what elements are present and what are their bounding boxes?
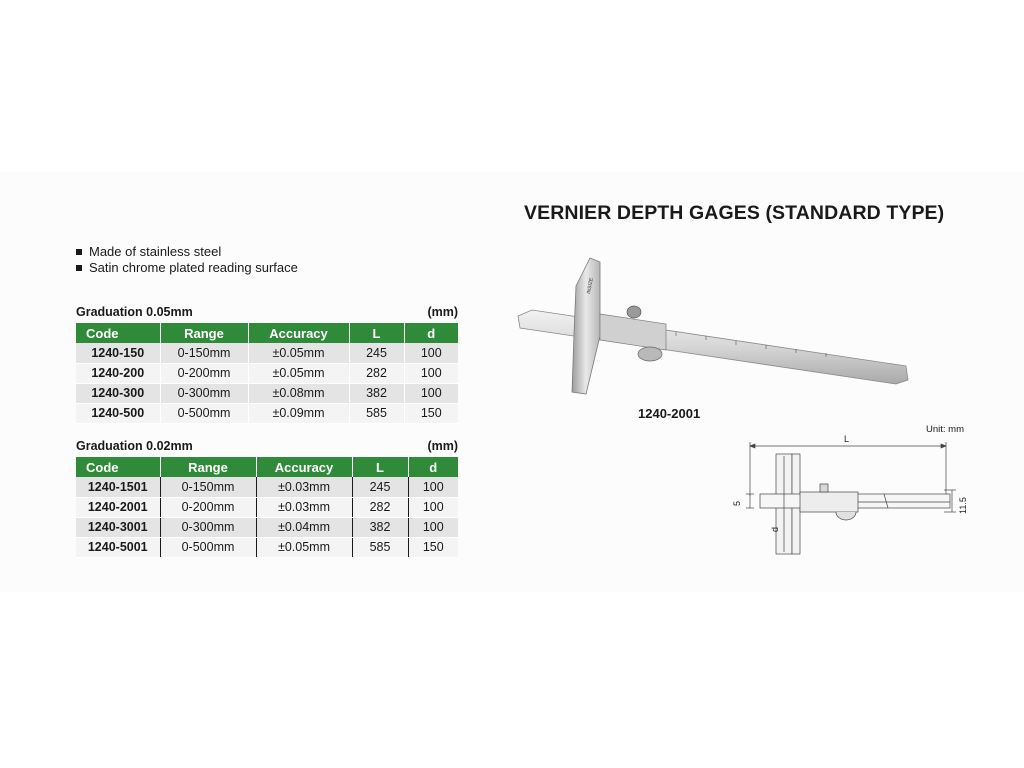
- cell-accuracy: ±0.03mm: [256, 477, 352, 497]
- cell-l: 282: [352, 497, 408, 517]
- cell-accuracy: ±0.05mm: [248, 363, 349, 383]
- cell-range: 0-150mm: [160, 343, 248, 363]
- product-photo: [516, 254, 916, 404]
- spec-table: [76, 323, 458, 424]
- cell-d: 150: [404, 403, 458, 423]
- cell-d: 100: [408, 517, 458, 537]
- spec-table-header: [76, 323, 458, 343]
- cell-code: 1240-200: [76, 363, 160, 383]
- table-row: [76, 383, 458, 403]
- column-header-l: L: [352, 457, 408, 477]
- cell-l: 245: [349, 343, 404, 363]
- cell-accuracy: ±0.04mm: [256, 517, 352, 537]
- spec-unit: (mm): [427, 439, 458, 453]
- cell-accuracy: ±0.05mm: [256, 537, 352, 557]
- cell-range: 0-500mm: [160, 537, 256, 557]
- cell-d: 100: [404, 383, 458, 403]
- cell-range: 0-200mm: [160, 363, 248, 383]
- cell-accuracy: ±0.05mm: [248, 343, 349, 363]
- table-row: [76, 497, 458, 517]
- feature-list: [76, 244, 298, 276]
- cell-l: 382: [352, 517, 408, 537]
- column-header-d: d: [427, 325, 436, 341]
- cell-accuracy: ±0.03mm: [256, 497, 352, 517]
- column-header-range: Range: [160, 457, 256, 477]
- spec-table-header: [76, 457, 458, 477]
- column-header-d: d: [429, 459, 438, 475]
- cell-code: 1240-5001: [76, 537, 160, 557]
- dim-label-5: 5: [732, 500, 742, 506]
- cell-l: 282: [349, 363, 404, 383]
- column-header-l: L: [349, 323, 404, 343]
- cell-range: 0-300mm: [160, 383, 248, 403]
- cell-code: 1240-3001: [76, 517, 160, 537]
- spec-heading-row: [76, 305, 458, 320]
- dim-label-11-5: 11.5: [958, 497, 968, 514]
- spec-heading: Graduation 0.02mm: [76, 439, 193, 453]
- cell-l: 245: [352, 477, 408, 497]
- cell-accuracy: ±0.09mm: [248, 403, 349, 423]
- spec-table: [76, 457, 458, 558]
- cell-l: 585: [352, 537, 408, 557]
- cell-range: 0-200mm: [160, 497, 256, 517]
- cell-l: 585: [349, 403, 404, 423]
- square-bullet-icon: [76, 265, 82, 271]
- unit-label: Unit: mm: [926, 424, 964, 435]
- gage-slider: [600, 314, 666, 350]
- cell-range: 0-150mm: [160, 477, 256, 497]
- lock-screw-icon: [627, 306, 641, 318]
- table-row: [76, 403, 458, 423]
- cell-code: 1240-500: [76, 403, 160, 423]
- cell-d: 100: [408, 477, 458, 497]
- cell-accuracy: ±0.08mm: [248, 383, 349, 403]
- dimension-drawing: [728, 432, 972, 562]
- cell-range: 0-500mm: [160, 403, 248, 423]
- photo-caption: 1240-2001: [638, 406, 701, 421]
- table-row: [76, 363, 458, 383]
- column-header-code: Code: [76, 457, 160, 477]
- cell-code: 1240-150: [76, 343, 160, 363]
- cell-d: 100: [404, 363, 458, 383]
- page-title: VERNIER DEPTH GAGES (STANDARD TYPE): [524, 202, 945, 224]
- column-header-accuracy: Accuracy: [248, 323, 349, 343]
- cell-d: 100: [404, 343, 458, 363]
- feature-item: [76, 244, 298, 260]
- gage-base: [572, 258, 600, 394]
- table-row: [76, 477, 458, 497]
- cell-d: 150: [408, 537, 458, 557]
- cell-range: 0-300mm: [160, 517, 256, 537]
- table-row: [76, 537, 458, 557]
- spec-block-graduation-005: [76, 305, 458, 424]
- feature-item: [76, 260, 298, 276]
- column-header-code: Code: [76, 323, 160, 343]
- spec-heading-row: [76, 439, 458, 454]
- cell-d: 100: [408, 497, 458, 517]
- square-bullet-icon: [76, 249, 82, 255]
- spec-block-graduation-002: [76, 439, 458, 558]
- dim-label-d: d: [770, 526, 780, 532]
- thumb-wheel-icon: [638, 347, 662, 361]
- column-header-accuracy: Accuracy: [256, 457, 352, 477]
- cell-code: 1240-300: [76, 383, 160, 403]
- table-row: [76, 517, 458, 537]
- spec-heading: Graduation 0.05mm: [76, 305, 193, 319]
- table-row: [76, 343, 458, 363]
- feature-text: Satin chrome plated reading surface: [89, 260, 298, 275]
- feature-text: Made of stainless steel: [89, 244, 222, 259]
- cell-code: 1240-1501: [76, 477, 160, 497]
- cell-code: 1240-2001: [76, 497, 160, 517]
- dim-label-l: L: [844, 434, 850, 444]
- column-header-range: Range: [160, 323, 248, 343]
- brand-mark: INSIZE: [586, 277, 595, 295]
- cell-l: 382: [349, 383, 404, 403]
- spec-unit: (mm): [427, 305, 458, 319]
